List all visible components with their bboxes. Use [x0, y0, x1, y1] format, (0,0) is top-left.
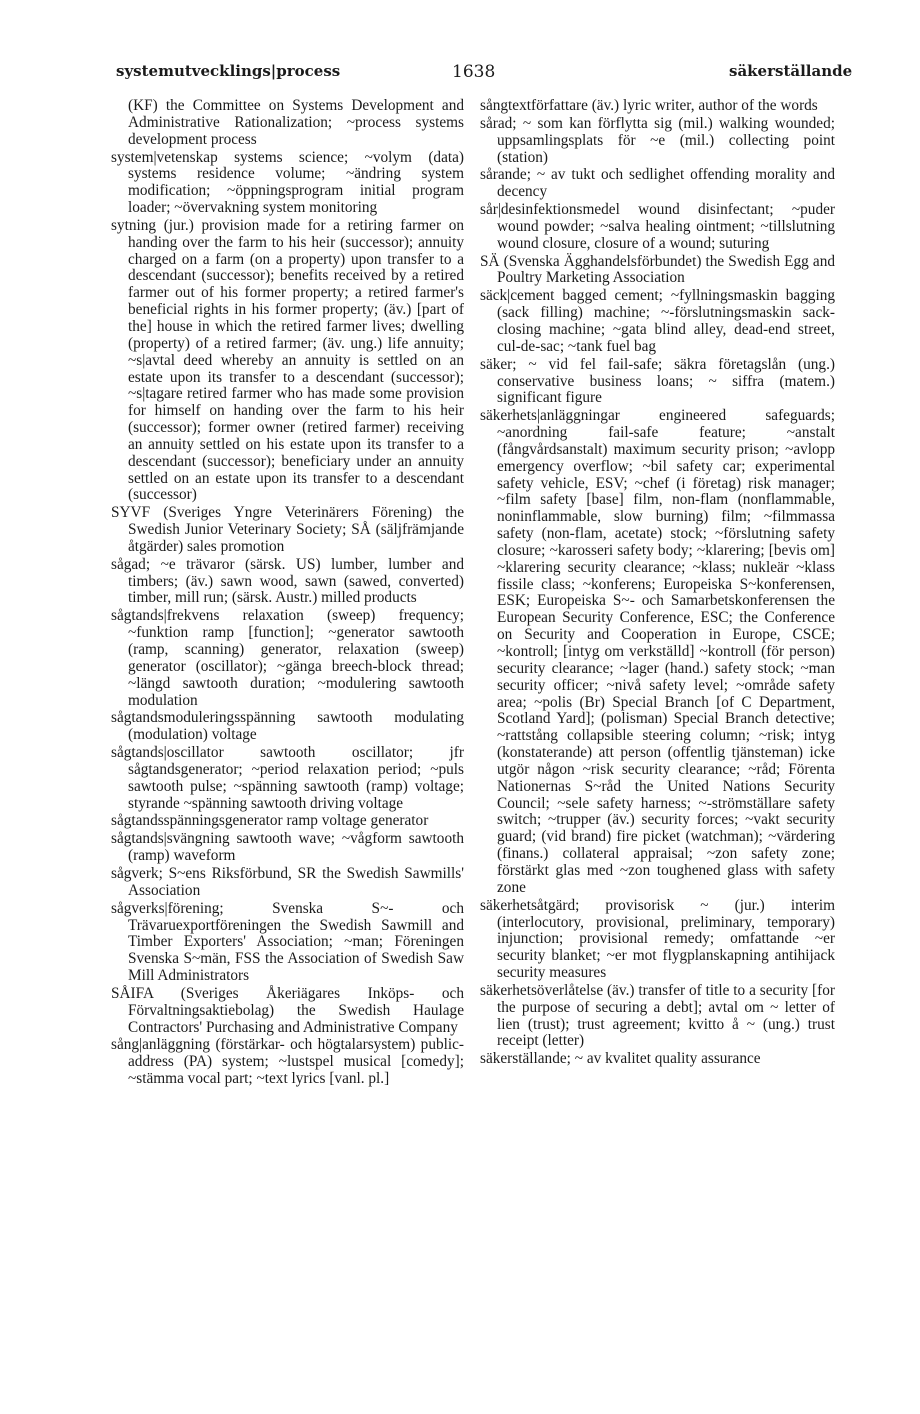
- entry: sågtandsmoduleringsspänning sawtooth modulating (modulation) voltage: [111, 709, 464, 744]
- left-column: [111, 98, 464, 1089]
- page-number: 1638: [452, 62, 496, 82]
- running-head-last-entry: säkerställande: [729, 62, 853, 80]
- entry: system|vetenskap systems science; ~volym (data) systems residence volume; ~ändring system modification; ~öppningsprogram initial program loader; ~övervakning system monitoring: [111, 148, 464, 217]
- running-head-first-entry: systemutvecklings|process: [116, 62, 341, 80]
- entry: sågverks|förening; Svenska S~- och Trävaruexportföreningen the Swedish Sawmill and Timber Exporters' Association; ~man; Föreningen Svenska S~män, FSS the Association of Swedish Saw Mill Administrators: [111, 899, 464, 985]
- entry: sågtands|frekvens relaxation (sweep) frequency; ~funktion ramp [function]; ~generator sawtooth (ramp, scanning) generator, relaxation (sweep) generator (oscillator); ~gänga breech-block thread; ~längd sawtooth duration; ~modulering sawtooth modulation: [111, 607, 464, 709]
- entry: säkerhetsåtgärd; provisorisk ~ (jur.) interim (interlocutory, provisional, preliminary, temporary) injunction; provisional remedy; omfattande ~er security blanket; ~er mot flygplanskapning antihijack security measures: [480, 896, 835, 982]
- entry: sågad; ~e trävaror (särsk. US) lumber, lumber and timbers; (äv.) sawn wood, sawn (sawed, converted) timber, mill run; (särsk. Austr.) milled products: [111, 555, 464, 607]
- right-column: [480, 98, 835, 1069]
- entry: sågtands|svängning sawtooth wave; ~vågform sawtooth (ramp) waveform: [111, 830, 464, 865]
- entry: säkerhets|anläggningar engineered safeguards; ~anordning fail-safe feature; ~anstalt (fångvårdsanstalt) maximum security prison; ~avlopp emergency overflow; ~bil safety car; experimental safety vehicle, ESV; ~chef (i företag) risk manager; ~film safety [base] film, non-flam (nonflammable, noninflammable, slow burning) film; ~filmmassa safety (non-flam, acetate) stock; ~förslutning safety closure; ~karosseri safety body; ~klarering; [bevis om] ~klarering security clearance; ~klass; nukleär ~klass fissile class; ~konferens; Europeiska S~konferensen, ESK; Europeiska S~- och Samarbetskonferensen the European Security Conference, ESC; the Conference on Security and Cooperation in Europe, CSCE; ~kontroll; [intyg om verkställd] ~kontroll (för person) security clearance; ~lager (hand.) safety stock; ~man security officer; ~nivå safety level; ~område safety area; ~polis (Br) Special Branch [of C Department, Scotland Yard]; (polisman) Special Branch detective; ~rattstång collapsible steering column; ~risk; intyg (konstaterande) att person (offentlig tjänsteman) icke utgör någon ~risk security clearance; ~råd; Förenta Nationernas S~råd the United Nations Security Council; ~sele safety harness; ~-strömställare safety switch; ~trupper (äv.) security forces; ~vakt security guard; (vid brand) fire picket (watchman); ~värdering (finans.) collateral appraisal; ~zon safety zone; förstärkt glas med ~zon toughened glass with safety zone: [480, 407, 835, 896]
- entry: sångtextförfattare (äv.) lyric writer, author of the words: [480, 97, 818, 114]
- entry: säck|cement bagged cement; ~fyllningsmaskin bagging (sack filling) machine; ~-förslutningsmaskin sack-closing machine; ~gata blind alley, dead-end street, cul-de-sac; ~tank fuel bag: [480, 287, 835, 355]
- entry: säkerhetsöverlåtelse (äv.) transfer of title to a security [for the purpose of securing a debt]; avtal om ~ letter of lien (trust); trust agreement; kvitto å ~ (ung.) trust receipt (letter): [480, 981, 835, 1050]
- entry: säkerställande; ~ av kvalitet quality assurance: [480, 1050, 761, 1068]
- entry: sår|desinfektionsmedel wound disinfectant; ~puder wound powder; ~salva healing ointment; ~tillslutning wound closure, closure of a wound; suturing: [480, 201, 835, 252]
- entry: SYVF (Sveriges Yngre Veterinärers Förening) the Swedish Junior Veterinary Society; SÅ (säljfrämjande åtgärder) sales promotion: [111, 504, 464, 555]
- entry: sårad; ~ som kan förflytta sig (mil.) walking wounded; uppsamlingsplats för ~e (mil.) collecting point (station): [480, 114, 835, 166]
- entry: sågtands|oscillator sawtooth oscillator; jfr sågtandsgenerator; ~period relaxation period; ~puls sawtooth pulse; ~spänning sawtooth (ramp) voltage; styrande ~spänning sawtooth driving voltage: [111, 744, 464, 812]
- entry: (KF) the Committee on Systems Development and Administrative Rationalization; ~process systems development process: [128, 97, 464, 148]
- entry: SÅIFA (Sveriges Åkeriägares Inköps- och Förvaltningsaktiebolag) the Swedish Haulage Contractors' Purchasing and Administrative Company: [111, 984, 464, 1036]
- entry: SÄ (Svenska Ägghandelsförbundet) the Swedish Egg and Poultry Marketing Association: [480, 252, 835, 287]
- entry: sång|anläggning (förstärkar- och högtalarsystem) public-address (PA) system; ~lustspel musical [comedy]; ~stämma vocal part; ~text lyrics [vanl. pl.]: [111, 1036, 464, 1088]
- entry: sågverk; S~ens Riksförbund, SR the Swedish Sawmills' Association: [111, 864, 464, 899]
- entry: sågtandsspänningsgenerator ramp voltage generator: [111, 812, 429, 830]
- entry: sårande; ~ av tukt och sedlighet offending morality and decency: [480, 166, 835, 201]
- entry: sytning (jur.) provision made for a retiring farmer on handing over the farm to his heir (successor); annuity charged on a farm (on a property) upon transfer to a descendant (successor); benefits received by a retired farmer out of his former property; a retired farmer's beneficial rights in his former property; (äv.) [part of the] house in which the retired farmer lives; dwelling (property) of a retired farmer; (äv. ung.) life annuity; ~s|avtal deed whereby an annuity is settled on an estate upon its transfer to a descendant (successor); ~s|tagare retired farmer who has made some provision for himself on handing over the farm to his heir (successor); former owner (retired farmer) receiving an annuity settled on his estate upon its transfer to a descendant (successor); beneficiary under an annuity settled on an estate upon its transfer to a descendant (successor): [111, 216, 464, 504]
- entry: säker; ~ vid fel fail-safe; säkra företagslån (ung.) conservative business loans; ~ siffra (matem.) significant figure: [480, 355, 835, 407]
